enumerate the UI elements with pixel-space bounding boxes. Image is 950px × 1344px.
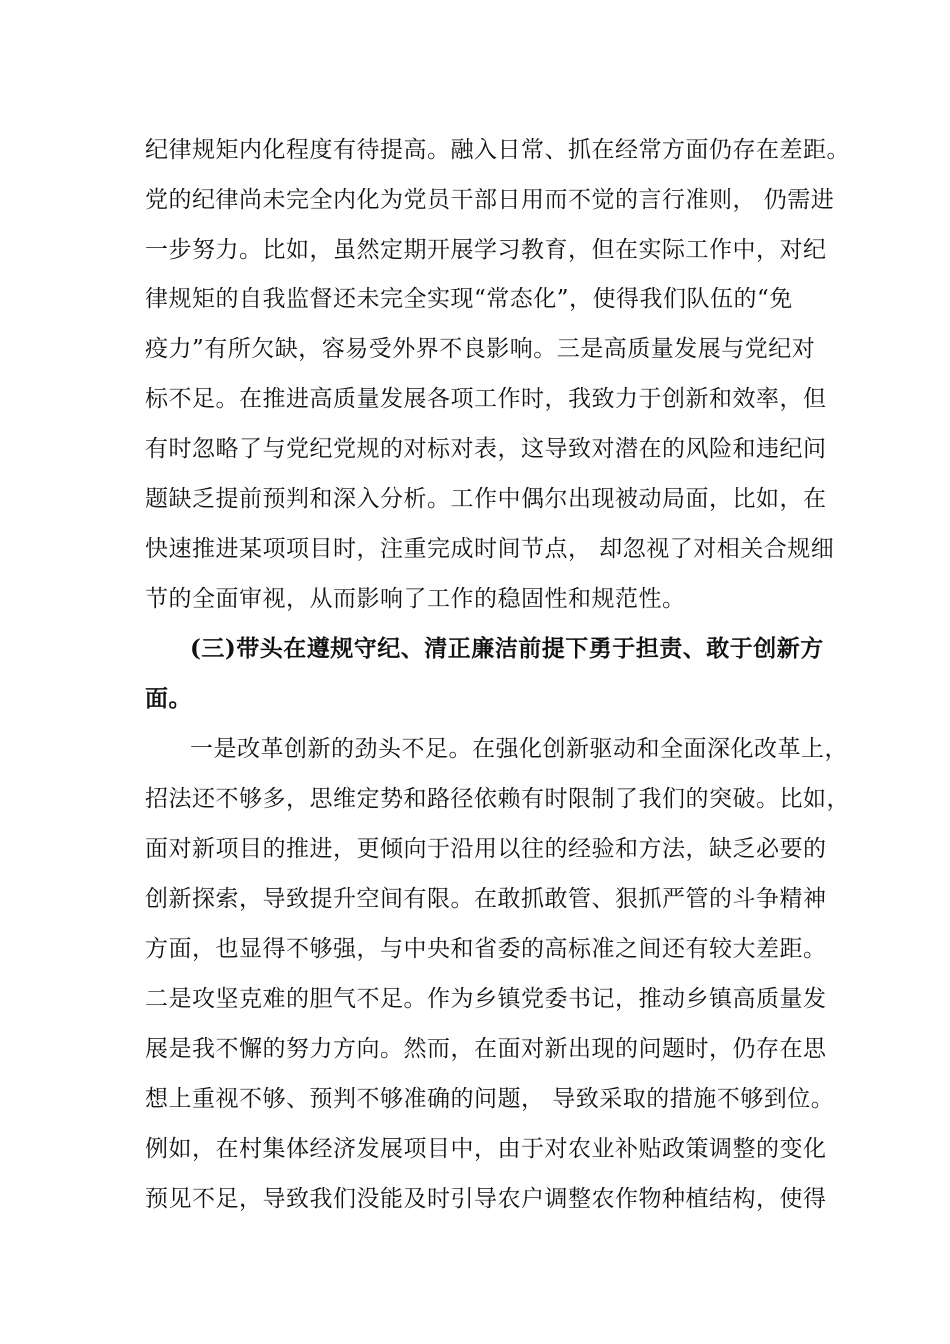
- text-line-1: 纪律规矩内化程度有待提高。融入日常、抓在经常方面仍存在差距。: [145, 137, 850, 163]
- text-line-6: 标不足。在推进高质量发展各项工作时，我致力于创新和效率，但: [145, 386, 827, 412]
- text-line-20: 想上重视不够、预判不够准确的问题， 导致采取的措施不够到位。: [145, 1086, 835, 1112]
- text-line-2: 党的纪律尚未完全内化为党员干部日用而不觉的言行准则， 仍需进: [145, 187, 835, 213]
- text-line-5: 疫力”有所欠缺，容易受外界不良影响。三是高质量发展与党纪对: [145, 336, 816, 362]
- section-heading-continued: 面。: [145, 685, 192, 712]
- text-line-21: 例如，在村集体经济发展项目中，由于对农业补贴政策调整的变化: [145, 1136, 827, 1162]
- text-line-14: 招法还不够多，思维定势和路径依赖有时限制了我们的突破。比如，: [145, 786, 850, 812]
- text-line-3: 一步努力。比如，虽然定期开展学习教育，但在实际工作中，对纪: [145, 237, 827, 263]
- text-line-8: 题缺乏提前预判和深入分析。工作中偶尔出现被动局面，比如，在: [145, 486, 827, 512]
- section-heading: (三)带头在遵规守纪、清正廉洁前提下勇于担责、敢于创新方: [190, 635, 824, 662]
- text-line-9: 快速推进某项项目时，注重完成时间节点， 却忽视了对相关合规细: [145, 536, 835, 562]
- text-line-16: 创新探索，导致提升空间有限。在敢抓敢管、狠抓严管的斗争精神: [145, 886, 827, 912]
- text-line-13: 一是改革创新的劲头不足。在强化创新驱动和全面深化改革上，: [190, 736, 848, 762]
- text-line-4: 律规矩的自我监督还未完全实现“常态化”，使得我们队伍的“免: [145, 286, 793, 312]
- text-line-22: 预见不足，导致我们没能及时引导农户调整农作物种植结构，使得: [145, 1186, 827, 1212]
- text-line-18: 二是攻坚克难的胆气不足。作为乡镇党委书记，推动乡镇高质量发: [145, 986, 827, 1012]
- text-line-15: 面对新项目的推进，更倾向于沿用以往的经验和方法，缺乏必要的: [145, 836, 827, 862]
- text-line-19: 展是我不懈的努力方向。然而，在面对新出现的问题时，仍存在思: [145, 1036, 827, 1062]
- text-line-17: 方面，也显得不够强，与中央和省委的高标准之间还有较大差距。: [145, 936, 827, 962]
- text-line-7: 有时忽略了与党纪党规的对标对表，这导致对潜在的风险和违纪问: [145, 436, 827, 462]
- text-line-10: 节的全面审视，从而影响了工作的稳固性和规范性。: [145, 586, 686, 612]
